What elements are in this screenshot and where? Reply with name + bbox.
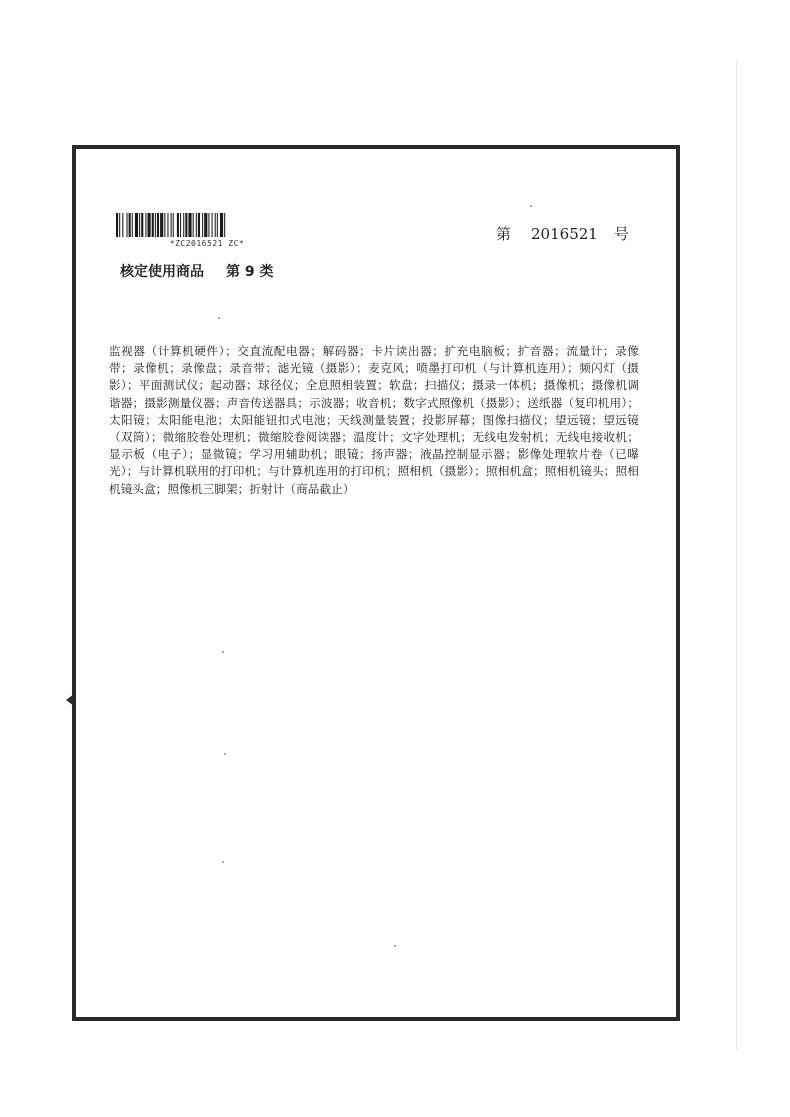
barcode-bar xyxy=(152,213,154,237)
barcode-image xyxy=(116,213,298,237)
page-edge-line xyxy=(736,60,737,1050)
barcode-bar xyxy=(196,213,197,237)
barcode-bar xyxy=(198,213,200,237)
barcode-bar xyxy=(220,213,223,237)
barcode-bar xyxy=(193,213,194,237)
barcode-bar xyxy=(141,213,143,237)
barcode-bar xyxy=(122,213,123,237)
barcode-bar xyxy=(155,213,156,237)
barcode-bar xyxy=(164,213,165,237)
scan-speck xyxy=(222,651,224,653)
document-frame xyxy=(72,145,680,1021)
scan-speck xyxy=(222,861,224,863)
barcode-bar xyxy=(157,213,159,237)
barcode-bar xyxy=(129,213,131,237)
barcode-bar xyxy=(132,213,133,237)
goods-heading xyxy=(120,261,274,281)
barcode-bar xyxy=(160,213,163,237)
barcode-bar xyxy=(127,213,128,237)
goods-class-label: 第 9 类 xyxy=(226,264,274,280)
barcode-bar xyxy=(173,213,174,237)
barcode-bar xyxy=(148,213,151,237)
barcode-bar xyxy=(215,213,216,237)
barcode-bar xyxy=(202,213,203,237)
scan-speck xyxy=(218,317,220,319)
registration-number-value: 2016521 xyxy=(531,225,598,243)
barcode-bar xyxy=(180,213,181,237)
barcode-bar xyxy=(217,213,218,237)
barcode-bar xyxy=(208,213,209,237)
barcode-bar xyxy=(204,213,207,237)
scan-speck xyxy=(224,753,226,755)
barcode-bar xyxy=(224,213,225,237)
barcode-bar xyxy=(135,213,138,237)
goods-list-text: 监视器（计算机硬件）；交直流配电器；解码器；卡片读出器；扩充电脑板；扩音器；流量计；录像带；录像机；录像盘；录音带；滤光镜（摄影）；麦克风；喷墨打印机（与计算机连用）；频闪灯（摄影）；平面测试仪；起动器；球径仪；全息照相装置；软盘；扫描仪；摄录一体机；摄像机；摄像机调谐器；摄影测量仪器；声音传送器具；示波器；收音机；数字式照像机（摄影）；送纸器（复印机用）；太阳镜；太阳能电池；太阳能钮扣式电池；天线测量装置；投影屏幕；图像扫描仪；望远镜；望远镜（双筒）；微缩胶卷处理机；微缩胶卷阅读器；温度计；文字处理机；无线电发射机；无线电接收机；显示板（电子）；显微镜；学习用辅助机；眼镜；扬声器；液晶控制显示器；影像处理软片卷（已曝光）；与计算机联用的打印机；与计算机连用的打印机；照相机（摄影）；照相机盒；照相机镜头；照相机镜头盒；照像机三脚架；折射计（商品截止） xyxy=(109,344,639,496)
registration-number xyxy=(496,223,629,244)
barcode-bar xyxy=(167,213,168,237)
barcode-bar xyxy=(171,213,172,237)
goods-heading-title: 核定使用商品 xyxy=(120,264,204,280)
barcode-bar xyxy=(183,213,184,237)
barcode-bar xyxy=(119,213,120,237)
registration-suffix: 号 xyxy=(613,225,629,243)
barcode-bar xyxy=(177,213,179,237)
barcode-bar xyxy=(212,213,213,237)
barcode-bar xyxy=(185,213,187,237)
registration-prefix: 第 xyxy=(496,225,512,243)
barcode-bar xyxy=(145,213,146,237)
scan-speck xyxy=(394,945,396,947)
barcode-bar xyxy=(188,213,191,237)
barcode-bar xyxy=(116,213,118,237)
barcode-text: *ZC2016521 ZC* xyxy=(169,239,245,248)
barcode-bar xyxy=(139,213,140,237)
scan-speck xyxy=(530,205,532,207)
